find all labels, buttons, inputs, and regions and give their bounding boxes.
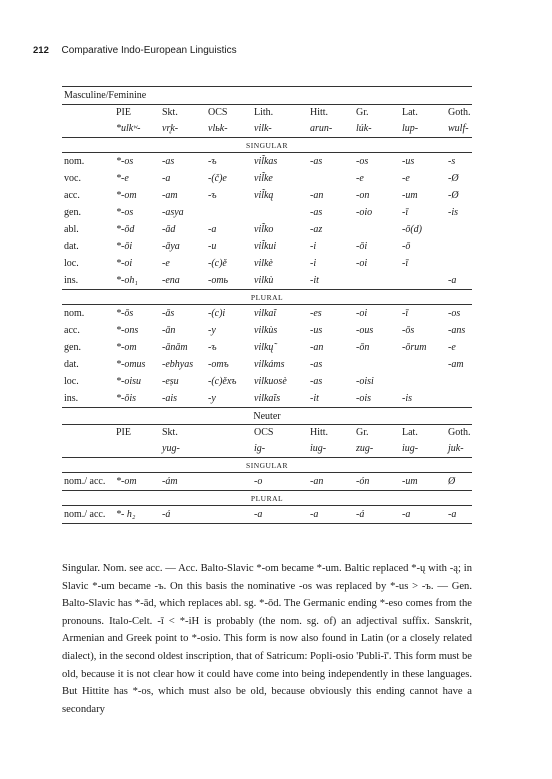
form-cell: -a <box>208 224 217 235</box>
form-cell: -e <box>162 258 170 269</box>
paradigm-table <box>62 86 472 524</box>
neuter-label: Neuter <box>62 408 472 425</box>
form-cell: -is <box>448 207 458 218</box>
section-label: SINGULAR <box>62 458 472 473</box>
table-row <box>62 153 472 171</box>
stem-cell: zug- <box>356 443 374 454</box>
table-row <box>62 204 472 221</box>
form-cell: -i <box>310 258 317 269</box>
case-label: gen. <box>64 342 81 353</box>
form-cell: vilkuosè <box>254 376 287 387</box>
case-label: ins. <box>64 275 79 286</box>
form-cell: *-ōs <box>116 308 134 319</box>
form-cell <box>354 272 400 290</box>
form-cell: -as <box>310 376 323 387</box>
form-cell: *-om <box>116 190 137 201</box>
form-cell <box>206 473 252 491</box>
form-cell: -a <box>252 506 308 524</box>
form-cell: -ebhyas <box>162 359 194 370</box>
table-row <box>62 255 472 272</box>
case-label: nom. <box>64 156 85 167</box>
form-cell: -a <box>308 506 354 524</box>
form-cell: -ois <box>356 393 371 404</box>
form-cell: vilkaĩs <box>254 393 281 404</box>
column-header: Lith. <box>252 105 308 121</box>
stem-cell: vr̥k- <box>162 123 179 134</box>
form-cell: -a <box>448 275 457 286</box>
form-cell: -ón <box>356 476 370 487</box>
case-label: abl. <box>64 224 79 235</box>
form-cell: -ād <box>162 224 176 235</box>
table-row <box>62 187 472 204</box>
form-cell: vilkáms <box>254 359 285 370</box>
form-cell: -it <box>310 275 319 286</box>
form-cell: -omь <box>208 275 229 286</box>
column-header: PIE <box>114 425 160 441</box>
form-cell: *-oh₁ <box>116 275 138 286</box>
form-cell: -ī <box>402 308 409 319</box>
column-header: Gr. <box>354 105 400 121</box>
form-cell: -ъ <box>208 190 217 201</box>
form-cell: vil̃kas <box>254 156 278 167</box>
form-cell <box>252 204 308 221</box>
form-cell: -as <box>310 156 323 167</box>
form-cell <box>446 238 472 255</box>
empty-cell <box>62 120 114 138</box>
case-label: nom./ acc. <box>64 476 106 487</box>
empty-cell <box>62 425 114 441</box>
stem-cell <box>114 440 160 458</box>
form-cell: -ám <box>162 476 178 487</box>
form-cell: -as <box>310 207 323 218</box>
form-cell: vilkùs <box>254 325 278 336</box>
form-cell: -(c)i <box>208 308 226 319</box>
form-cell: -on <box>356 190 370 201</box>
form-cell <box>206 204 252 221</box>
form-cell: -a <box>162 173 171 184</box>
form-cell: *-om <box>116 342 137 353</box>
form-cell: -a <box>400 506 446 524</box>
column-header <box>206 425 252 441</box>
form-cell <box>354 356 400 373</box>
form-cell: -y <box>208 393 216 404</box>
form-cell: -i <box>310 241 317 252</box>
form-cell <box>354 221 400 238</box>
form-cell: -āya <box>162 241 180 252</box>
case-label: gen. <box>64 207 81 218</box>
form-cell: -am <box>448 359 464 370</box>
form-cell: -an <box>310 190 324 201</box>
form-cell: *-ōd <box>116 224 135 235</box>
form-cell: *-e <box>116 173 129 184</box>
stem-cell: iug- <box>402 443 419 454</box>
section-label: PLURAL <box>62 491 472 506</box>
table-row <box>62 339 472 356</box>
form-cell <box>446 221 472 238</box>
column-header: OCS <box>206 105 252 121</box>
table-row <box>62 272 472 290</box>
form-cell: *-ōi <box>116 241 133 252</box>
form-cell: -(č)e <box>208 173 227 184</box>
form-cell: -(c)ěxъ <box>208 376 237 387</box>
running-title: Comparative Indo-European Linguistics <box>61 45 237 56</box>
form-cell: -eṣu <box>162 376 179 387</box>
stem-cell: *ulkʷ- <box>116 123 141 134</box>
form-cell: -e <box>448 342 456 353</box>
form-cell: -ōrum <box>402 342 427 353</box>
empty-cell <box>62 105 114 121</box>
form-cell: *-os <box>116 207 134 218</box>
form-cell: -á <box>160 506 206 524</box>
column-header: PIE <box>114 105 160 121</box>
form-cell: vilkù <box>254 275 274 286</box>
table-row <box>62 120 472 138</box>
form-cell: -ena <box>162 275 180 286</box>
form-cell: -s <box>448 156 456 167</box>
form-cell: -es <box>310 308 322 319</box>
column-header: Goth. <box>446 425 472 441</box>
form-cell: -y <box>208 325 216 336</box>
case-label: dat. <box>64 359 79 370</box>
stem-cell <box>206 440 252 458</box>
form-cell: -omъ <box>208 359 229 370</box>
form-cell: vil̃ko <box>254 224 274 235</box>
column-header: OCS <box>252 425 308 441</box>
form-cell: vilkè <box>254 258 273 269</box>
form-cell: -ōs <box>402 325 415 336</box>
group-label: Masculine/Feminine <box>62 87 472 105</box>
form-cell: -ān <box>162 325 176 336</box>
form-cell: -oi <box>356 308 368 319</box>
stem-cell: vilk- <box>254 123 272 134</box>
table-row <box>62 305 472 323</box>
table-row <box>62 458 472 473</box>
page-number: 212 <box>33 45 49 56</box>
column-header: Goth. <box>446 105 472 121</box>
table-row <box>62 238 472 255</box>
stem-cell: ig- <box>254 443 266 454</box>
stem-cell: vlьk- <box>208 123 228 134</box>
table-row <box>62 408 472 425</box>
case-label: loc. <box>64 258 79 269</box>
form-cell: -ānām <box>162 342 188 353</box>
table-row <box>62 425 472 441</box>
column-header: Lat. <box>400 425 446 441</box>
empty-cell <box>62 440 114 458</box>
form-cell: -oisi <box>356 376 374 387</box>
form-cell: *-oisu <box>116 376 141 387</box>
table-row <box>62 440 472 458</box>
form-cell: -oio <box>356 207 373 218</box>
form-cell: -Ø <box>448 190 459 201</box>
form-cell: vil̃ką <box>254 190 274 201</box>
body-paragraph <box>62 560 472 718</box>
form-cell: -ī <box>402 207 409 218</box>
form-cell: -as <box>162 156 175 167</box>
form-cell: vil̃kui <box>254 241 277 252</box>
form-cell: -us <box>402 156 415 167</box>
form-cell: -an <box>310 342 324 353</box>
section-label: SINGULAR <box>62 138 472 153</box>
stem-cell: lup- <box>402 123 419 134</box>
form-cell: -is <box>402 393 412 404</box>
form-cell: -ī <box>402 258 409 269</box>
form-cell: *-oi <box>116 258 133 269</box>
case-label: nom. <box>64 308 85 319</box>
stem-cell: wulf- <box>448 123 469 134</box>
form-cell: -e <box>356 173 364 184</box>
section-label: PLURAL <box>62 290 472 305</box>
form-cell: -e <box>402 173 410 184</box>
column-header: Hitt. <box>308 105 354 121</box>
column-header: Skt. <box>160 105 206 121</box>
form-cell: -ans <box>448 325 466 336</box>
table-row <box>62 373 472 390</box>
form-cell: *- h₂ <box>114 506 160 524</box>
form-cell: -ās <box>162 308 175 319</box>
form-cell: -am <box>162 190 178 201</box>
table-row <box>62 138 472 153</box>
case-label: dat. <box>64 241 79 252</box>
table-row <box>62 491 472 506</box>
stem-cell: yug- <box>162 443 180 454</box>
form-cell: *-omus <box>116 359 146 370</box>
paragraph-text: Singular. Nom. see acc. — Acc. Balto-Slavic *-om became *-um. Baltic replaced *-ų with -ą; in Slavic *-um became -ъ. On this basis the nominative -os was replaced by *-us > -ъ. — Gen. Balto-Slavic has *-ād, which replaces abl. sg. *-ōd. The Germanic ending *-eso comes from the pronouns. Italo-Celt. -ī < *-iH is probably (the nom. sg. of) an adjectival suffix. Sanskrit, Armenian and Greek point to *-osio. This form is now also found in Latin (or a closely related dialect), in the second oldest inscription, that of Satricum: Popli-osio 'Publi-ī'. This form must be old, because it is not clear how it could have come into being independently in these languages. But Hittite has *-os, which must also be old, because obviously this ending cannot have a secondary <box>62 563 472 715</box>
running-header <box>33 45 237 56</box>
form-cell: -á <box>354 506 400 524</box>
form-cell: -ъ <box>208 342 217 353</box>
form-cell: vilkų̃ <box>254 342 274 353</box>
form-cell: -ъ <box>208 156 217 167</box>
case-label: acc. <box>64 325 80 336</box>
form-cell <box>446 255 472 272</box>
table-row <box>62 356 472 373</box>
form-cell: *-os <box>116 156 134 167</box>
form-cell <box>308 170 354 187</box>
form-cell: -um <box>402 476 418 487</box>
form-cell: -an <box>310 476 324 487</box>
stem-cell: iug- <box>310 443 327 454</box>
case-label: loc. <box>64 376 79 387</box>
form-cell <box>400 373 446 390</box>
form-cell: -az <box>310 224 323 235</box>
form-cell: -oi <box>356 258 368 269</box>
form-cell: -o <box>254 476 263 487</box>
form-cell: -a <box>446 506 472 524</box>
form-cell <box>446 390 472 408</box>
table-row <box>62 473 472 491</box>
form-cell: -it <box>310 393 319 404</box>
form-cell: -ous <box>356 325 374 336</box>
case-label: nom./ acc. <box>62 506 114 524</box>
form-cell: *-ons <box>116 325 139 336</box>
stem-cell: arun- <box>310 123 333 134</box>
form-cell <box>446 373 472 390</box>
table-row <box>62 87 472 105</box>
column-header: Skt. <box>160 425 206 441</box>
form-cell: -os <box>356 156 369 167</box>
form-cell: -ō(d) <box>402 224 422 235</box>
case-label: voc. <box>64 173 81 184</box>
form-cell: vilkaĩ <box>254 308 277 319</box>
table-row <box>62 506 472 524</box>
form-cell: -as <box>310 359 323 370</box>
table-row <box>62 105 472 121</box>
form-cell: -asya <box>162 207 184 218</box>
form-cell: -um <box>402 190 418 201</box>
stem-cell: lúk- <box>356 123 372 134</box>
column-header: Hitt. <box>308 425 354 441</box>
form-cell: -Ø <box>448 173 459 184</box>
table-row <box>62 221 472 238</box>
column-header: Lat. <box>400 105 446 121</box>
case-label: acc. <box>64 190 80 201</box>
form-cell: *-ōis <box>116 393 136 404</box>
form-cell: vil̃ke <box>254 173 273 184</box>
stem-cell: juk- <box>448 443 464 454</box>
form-cell: Ø <box>448 476 456 487</box>
form-cell: *-om <box>116 476 137 487</box>
table-row <box>62 290 472 305</box>
form-cell: -ōn <box>356 342 370 353</box>
form-cell: -ōi <box>356 241 368 252</box>
table-row <box>62 170 472 187</box>
form-cell <box>400 356 446 373</box>
column-header: Gr. <box>354 425 400 441</box>
form-cell: -os <box>448 308 461 319</box>
case-label: ins. <box>64 393 79 404</box>
form-cell: -u <box>208 241 217 252</box>
form-cell: -ō <box>402 241 411 252</box>
form-cell: -ais <box>162 393 177 404</box>
form-cell: -(c)ě <box>208 258 227 269</box>
form-cell <box>400 272 446 290</box>
form-cell <box>206 506 252 524</box>
form-cell: -us <box>310 325 323 336</box>
table-row <box>62 390 472 408</box>
table-row <box>62 322 472 339</box>
